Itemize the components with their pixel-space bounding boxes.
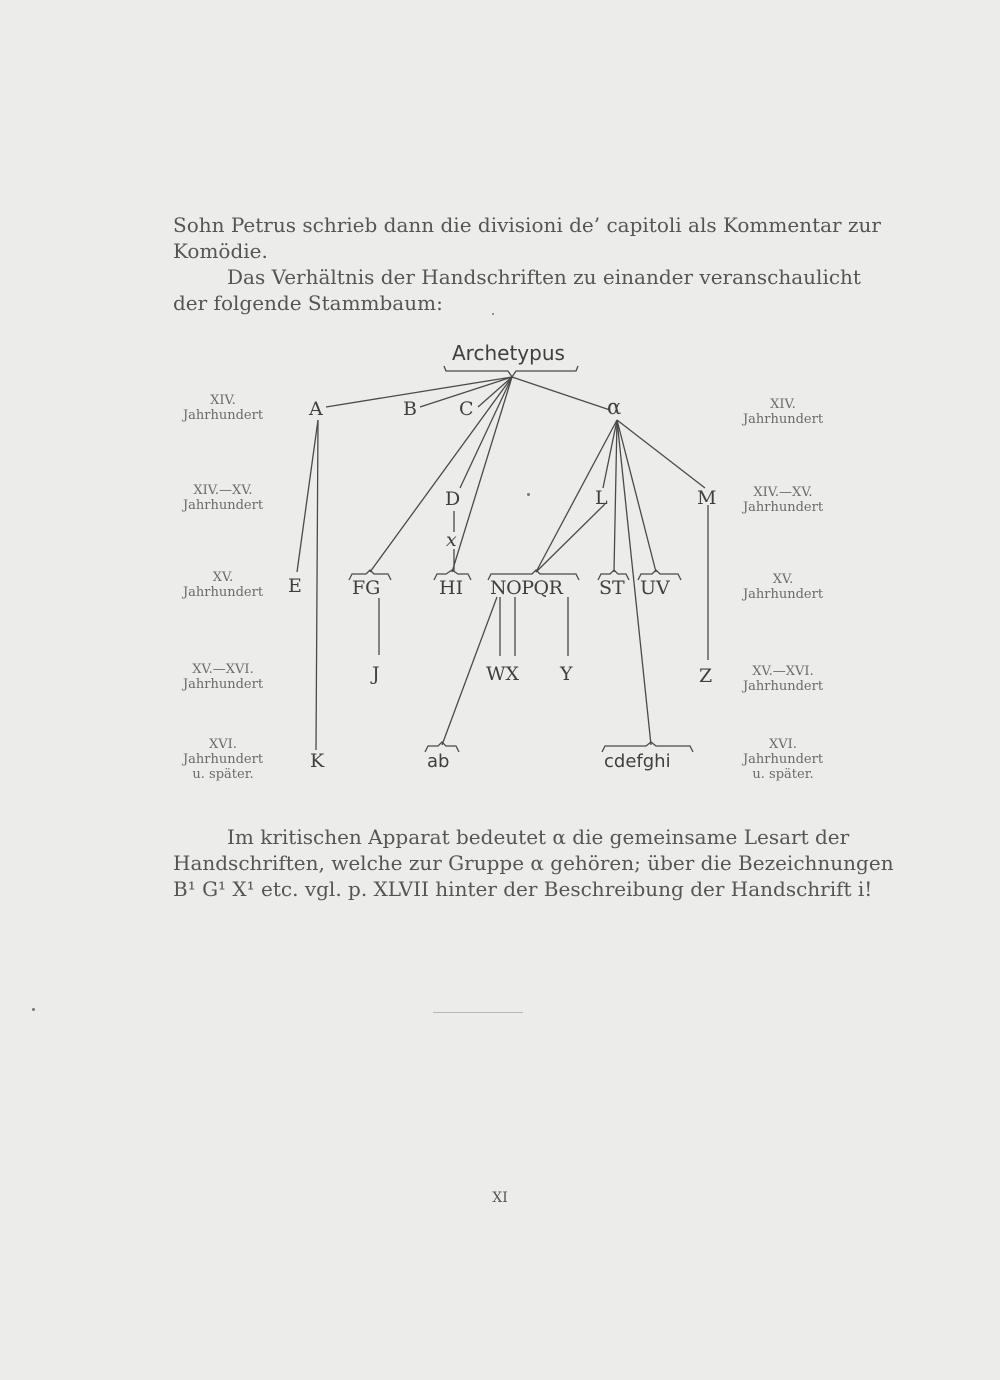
node-y: Y (560, 663, 573, 685)
archetypus-bracket (444, 366, 578, 377)
node-fg: FG (352, 577, 381, 599)
footnote-rule (433, 1012, 523, 1013)
node-archetypus: Archetypus (452, 341, 565, 365)
intro-line-3: Das Verhältnis der Handschriften zu einander veranschaulicht (227, 265, 861, 289)
period-label-left-2: XIV.—XV. Jahrhundert (182, 483, 264, 513)
period-label-right-1: XIV. Jahrhundert (742, 397, 824, 427)
period-label-left-3: XV. Jahrhundert (182, 570, 264, 600)
apparatus-line-3: B¹ G¹ X¹ etc. vgl. p. XLVII hinter der Beschreibung der Handschrift i! (173, 877, 873, 901)
paper-speck (527, 493, 530, 496)
node-uv: UV (640, 577, 670, 599)
node-l: L (595, 487, 608, 509)
node-e: E (288, 575, 302, 597)
node-d: D (445, 488, 461, 510)
node-st: ST (599, 577, 625, 599)
node-a: A (309, 398, 323, 420)
paper-speck (32, 1008, 35, 1011)
node-k: K (310, 750, 325, 772)
node-x: x (446, 529, 457, 551)
node-m: M (697, 487, 717, 509)
period-label-right-5: XVI. Jahrhundert u. später. (742, 737, 824, 782)
period-label-right-3: XV. Jahrhundert (742, 572, 824, 602)
period-label-right-4: XV.—XVI. Jahrhundert (742, 664, 824, 694)
page-number: XI (492, 1190, 508, 1206)
intro-line-4: der folgende Stammbaum: (173, 291, 443, 315)
period-label-left-5: XVI. Jahrhundert u. später. (182, 737, 264, 782)
node-z: Z (699, 665, 713, 687)
node-b: B (403, 398, 417, 420)
node-j: J (372, 663, 380, 685)
node-ab: ab (427, 751, 450, 772)
intro-line-1: Sohn Petrus schrieb dann die divisioni de’ capitoli als Kommentar zur (173, 213, 881, 237)
node-hi: HI (439, 577, 464, 599)
period-label-left-1: XIV. Jahrhundert (182, 393, 264, 423)
period-label-right-2: XIV.—XV. Jahrhundert (742, 485, 824, 515)
node-nopqr: NOPQR (490, 577, 563, 599)
paper-speck (492, 313, 494, 315)
intro-line-2: Komödie. (173, 239, 268, 263)
apparatus-paragraph (173, 824, 894, 902)
node-cdefghi: cdefghi (604, 751, 671, 772)
node-wx: WX (486, 663, 520, 685)
apparatus-line-2: Handschriften, welche zur Gruppe α gehören; über die Bezeichnungen (173, 851, 894, 875)
node-alpha: α (607, 395, 622, 419)
apparatus-line-1: Im kritischen Apparat bedeutet α die gemeinsame Lesart der (227, 825, 850, 849)
period-label-left-4: XV.—XVI. Jahrhundert (182, 662, 264, 692)
node-c: C (459, 398, 474, 420)
